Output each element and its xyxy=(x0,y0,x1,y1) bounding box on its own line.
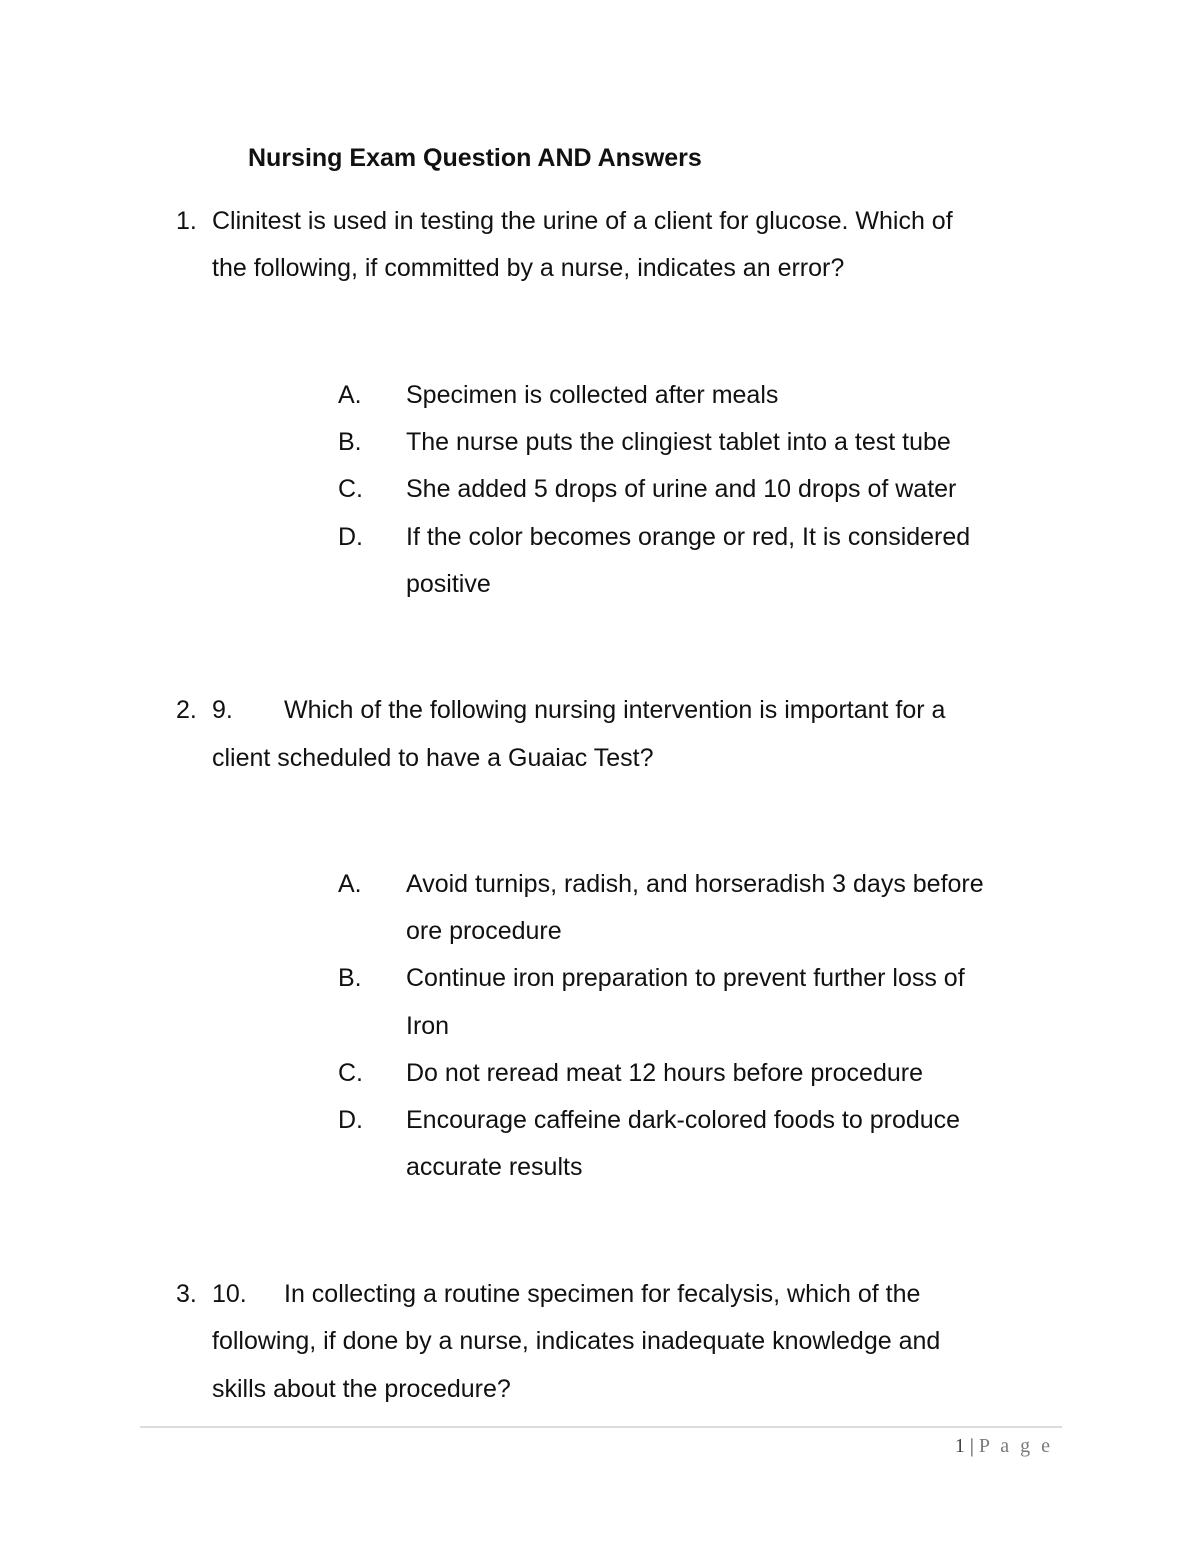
question-text-line: In collecting a routine specimen for fecalysis, which of the xyxy=(284,1280,921,1308)
page-footer xyxy=(955,1432,1053,1460)
option-letter: B. xyxy=(338,428,362,456)
question-text-line: following, if done by a nurse, indicates inadequate knowledge and xyxy=(212,1327,941,1355)
question-subnumber: 10. xyxy=(212,1280,247,1308)
question-number: 3. xyxy=(176,1280,197,1308)
option-text: Iron xyxy=(406,1012,450,1040)
question-text-line: Clinitest is used in testing the urine of a client for glucose. Which of xyxy=(212,207,953,235)
option-text: If the color becomes orange or red, It is considered xyxy=(406,523,971,551)
question-number: 1. xyxy=(176,207,197,235)
option-text: Continue iron preparation to prevent further loss of xyxy=(406,964,965,992)
question-subnumber: 9. xyxy=(212,696,233,724)
question-text-line: skills about the procedure? xyxy=(212,1375,511,1403)
option-text: The nurse puts the clingiest tablet into a test tube xyxy=(406,428,951,456)
option-letter: B. xyxy=(338,964,362,992)
page-separator: | xyxy=(969,1435,974,1457)
option-letter: C. xyxy=(338,1059,363,1087)
option-letter: A. xyxy=(338,870,362,898)
option-letter: A. xyxy=(338,381,362,409)
question-text-line: the following, if committed by a nurse, indicates an error? xyxy=(212,254,845,282)
option-text: She added 5 drops of urine and 10 drops of water xyxy=(406,475,957,503)
option-text: Specimen is collected after meals xyxy=(406,381,779,409)
option-letter: C. xyxy=(338,475,363,503)
question-number: 2. xyxy=(176,696,197,724)
option-letter: D. xyxy=(338,523,363,551)
page-label: P a g e xyxy=(978,1435,1053,1457)
option-text: positive xyxy=(406,570,491,598)
option-letter: D. xyxy=(338,1106,363,1134)
footer-divider xyxy=(140,1426,1062,1428)
question-text-line: Which of the following nursing intervention is important for a xyxy=(284,696,946,724)
document-title: Nursing Exam Question AND Answers xyxy=(248,144,702,172)
option-text: accurate results xyxy=(406,1153,583,1181)
option-text: ore procedure xyxy=(406,917,562,945)
option-text: Do not reread meat 12 hours before procedure xyxy=(406,1059,923,1087)
question-text-line: client scheduled to have a Guaiac Test? xyxy=(212,744,654,772)
page-number: 1 xyxy=(954,1435,965,1457)
option-text: Encourage caffeine dark-colored foods to produce xyxy=(406,1106,961,1134)
option-text: Avoid turnips, radish, and horseradish 3 days before xyxy=(406,870,984,898)
